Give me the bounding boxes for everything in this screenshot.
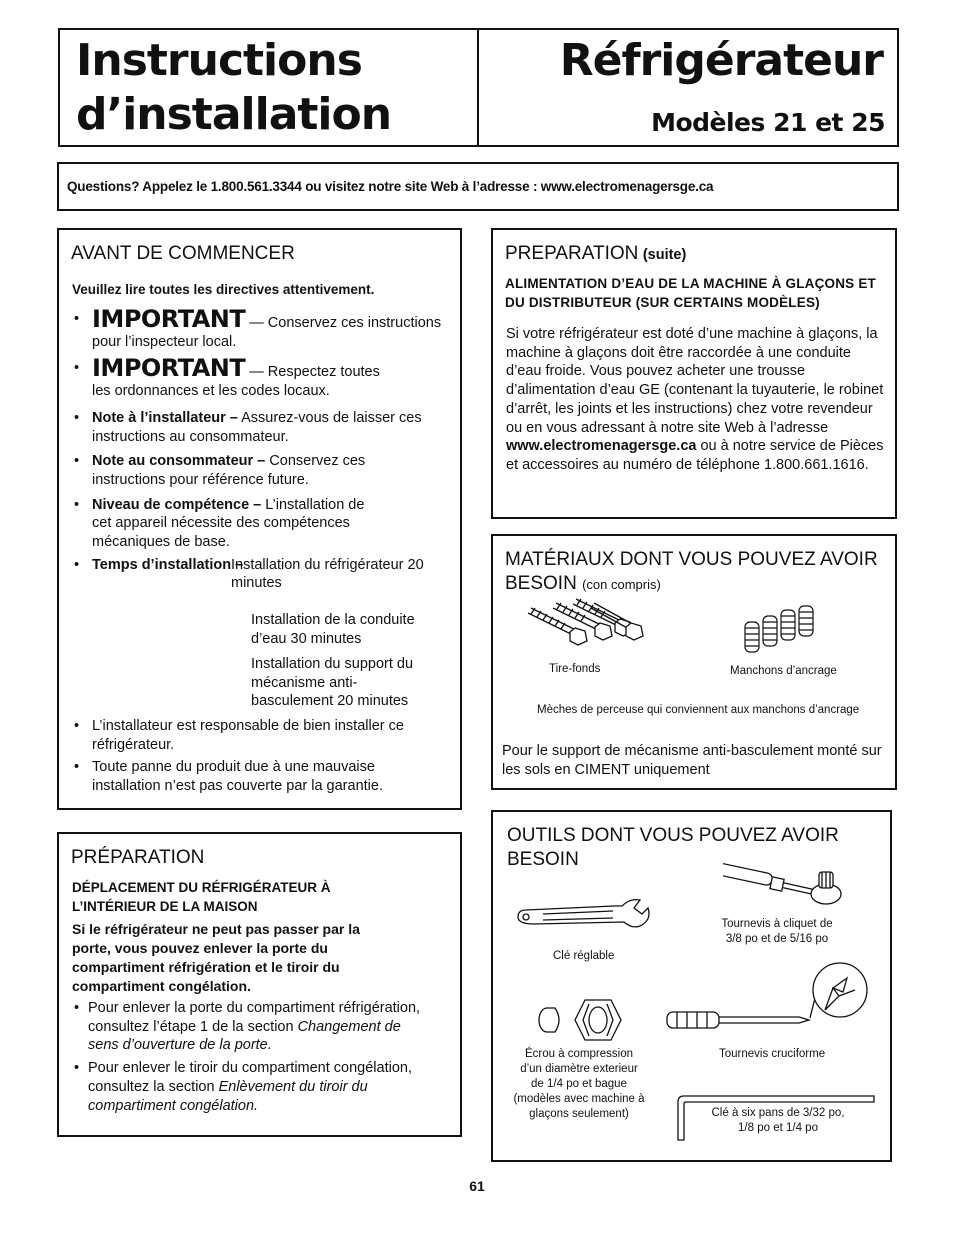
time-2: Installation de la conduite d’eau 30 minutes	[251, 612, 415, 648]
ratchet-label: Tournevis à cliquet de 3/8 po et de 5/16 po	[721, 918, 833, 945]
questions-text: Questions? Appelez le 1.800.561.3344 ou visitez notre site Web à l’adresse : www.electromenagersge.ca	[67, 179, 714, 194]
important-1	[72, 305, 447, 351]
materials-title-text: MATÉRIAUX DONT VOUS POUVEZ AVOIR BESOIN	[505, 549, 878, 594]
important-2	[72, 354, 447, 400]
page-number: 61	[469, 1178, 485, 1194]
header-divider	[477, 30, 479, 145]
materials-section	[491, 534, 897, 790]
preparation-title: PRÉPARATION	[71, 847, 205, 868]
time-label: Temps d’installation –	[92, 556, 244, 573]
meches-label: Mèches de perceuse qui conviennent aux manchons d’ancrage	[537, 704, 860, 716]
note-consumer	[72, 452, 447, 489]
anchor-sleeves-illustration	[743, 604, 823, 659]
avant-list	[72, 305, 447, 796]
header-box	[58, 28, 899, 147]
prep-b2-italic: Enlèvement du tiroir du compartiment congélation.	[88, 1078, 368, 1114]
warranty-text: Toute panne du produit due à une mauvaise installation n’est pas couverte par la garantie.	[92, 759, 383, 795]
compression-nut-icon	[529, 994, 629, 1044]
hex-key-label: Clé à six pans de 3/32 po, 1/8 po et 1/4 po	[711, 1107, 845, 1134]
preparation-bullet-1	[72, 999, 427, 1055]
manchons-label: Manchons d’ancrage	[730, 665, 837, 677]
tire-fonds-label: Tire-fonds	[549, 663, 601, 675]
avant-section	[57, 228, 462, 810]
warranty	[72, 758, 447, 795]
skill-level	[72, 496, 447, 552]
prep-suite-title-text: PREPARATION	[505, 243, 639, 264]
header-title-left-2: d’installation	[76, 89, 392, 140]
materials-note: Pour le support de mécanisme anti-basculement monté sur les sols en CIMENT uniquement	[502, 743, 882, 778]
prep-b2-text: Pour enlever le tiroir du compartiment congélation, consultez la section	[88, 1060, 412, 1095]
note-consumer-text: Conservez ces instructions pour référence future.	[92, 453, 366, 488]
header-title-right: Réfrigérateur	[559, 35, 883, 86]
adjustable-wrench-icon	[513, 897, 653, 937]
time-3: Installation du support du mécanisme anti-basculement 20 minutes	[251, 655, 414, 710]
skill-label: Niveau de compétence –	[92, 496, 262, 513]
skill-text: L’installation de cet appareil nécessite des compétences mécaniques de base.	[92, 496, 365, 551]
install-time	[72, 556, 447, 711]
note-installer-label: Note à l’installateur –	[92, 409, 238, 426]
anchor-sleeve-3	[781, 610, 795, 640]
resp-text: L’installateur est responsable de bien installer ce réfrigérateur.	[92, 717, 404, 753]
lag-screws-illustration	[523, 598, 648, 660]
ratchet-screwdriver-icon	[723, 858, 848, 906]
anchor-sleeve-2	[763, 616, 777, 646]
prep-b1-text: Pour enlever la porte du compartiment réfrigération, consultez l’étape 1 de la section	[88, 1000, 421, 1035]
prep-suite-text-a: Si votre réfrigérateur est doté d’une machine à glaçons, la machine à glaçons doit être raccordée à une conduite d’eau froide. Vous pouvez acheter une trousse d’alimentation d’eau GE (contenant la tuyauterie, le robinet d’arrêt, les joints et les instructions) chez votre revendeur ou en vous adressant à notre site Web à l’adresse	[506, 326, 884, 436]
prep-suite-text	[506, 325, 890, 475]
nut-icon	[575, 1000, 621, 1040]
tools-title: OUTILS DONT VOUS POUVEZ AVOIR BESOIN	[507, 825, 839, 870]
prep-suite-section	[491, 228, 897, 519]
preparation-bullet-2	[72, 1059, 427, 1115]
avant-title: AVANT DE COMMENCER	[71, 243, 295, 264]
important-1-text: — Conservez ces instructions pour l’inspecteur local.	[92, 315, 442, 350]
questions-bar	[57, 162, 899, 211]
preparation-list	[72, 999, 427, 1115]
anchor-sleeve-4	[799, 606, 813, 636]
avant-intro: Veuillez lire toutes les directives attentivement.	[72, 282, 375, 297]
prep-b1-italic: Changement de sens d’ouverture de la porte.	[88, 1018, 401, 1054]
anchor-sleeve-1	[745, 622, 759, 652]
important-1-label: IMPORTANT	[92, 305, 246, 333]
important-2-text: — Respectez toutes les ordonnances et les codes locaux.	[92, 364, 380, 400]
preparation-subhead: DÉPLACEMENT DU RÉFRIGÉRATEUR À L’INTÉRIEUR DE LA MAISON	[72, 880, 331, 914]
note-installer-text: Assurez-vous de laisser ces instructions au consommateur.	[92, 409, 422, 445]
prep-suite-subhead: ALIMENTATION D’EAU DE LA MACHINE À GLAÇONS ET DU DISTRIBUTEUR (SUR CERTAINS MODÈLES)	[505, 276, 876, 310]
phillips-label: Tournevis cruciforme	[719, 1048, 826, 1060]
prep-suite-text-b: ou à notre service de Pièces et accessoires au numéro de téléphone 1.800.661.1616.	[506, 438, 884, 473]
preparation-section	[57, 832, 462, 1137]
time-1: Installation du réfrigérateur 20 minutes	[231, 556, 424, 592]
responsibility	[72, 717, 447, 754]
header-title-left-1: Instructions	[76, 35, 362, 86]
materials-title	[505, 548, 895, 597]
wrench-label: Clé réglable	[553, 950, 615, 962]
header-subtitle: Modèles 21 et 25	[651, 108, 885, 137]
preparation-bold-text: Si le réfrigérateur ne peut pas passer par la porte, vous pouvez enlever la porte du compartiment réfrigération et le tiroir du compartiment congélation.	[72, 921, 360, 994]
prep-suite-title-suffix: (suite)	[642, 247, 687, 263]
materials-title-suffix: (con compris)	[582, 577, 661, 592]
nut-label: Écrou à compression d’un diamètre exterieur de 1/4 po et bague (modèles avec machine à glaçons seulement)	[513, 1048, 645, 1120]
ferrule-icon	[539, 1008, 559, 1032]
prep-suite-link[interactable]: www.electromenagersge.ca	[506, 438, 697, 455]
note-consumer-label: Note au consommateur –	[92, 453, 266, 470]
important-2-label: IMPORTANT	[92, 354, 246, 383]
note-installer	[72, 409, 447, 446]
prep-suite-title	[505, 243, 686, 265]
tools-section	[491, 810, 892, 1162]
phillips-screwdriver-icon	[665, 960, 871, 1042]
